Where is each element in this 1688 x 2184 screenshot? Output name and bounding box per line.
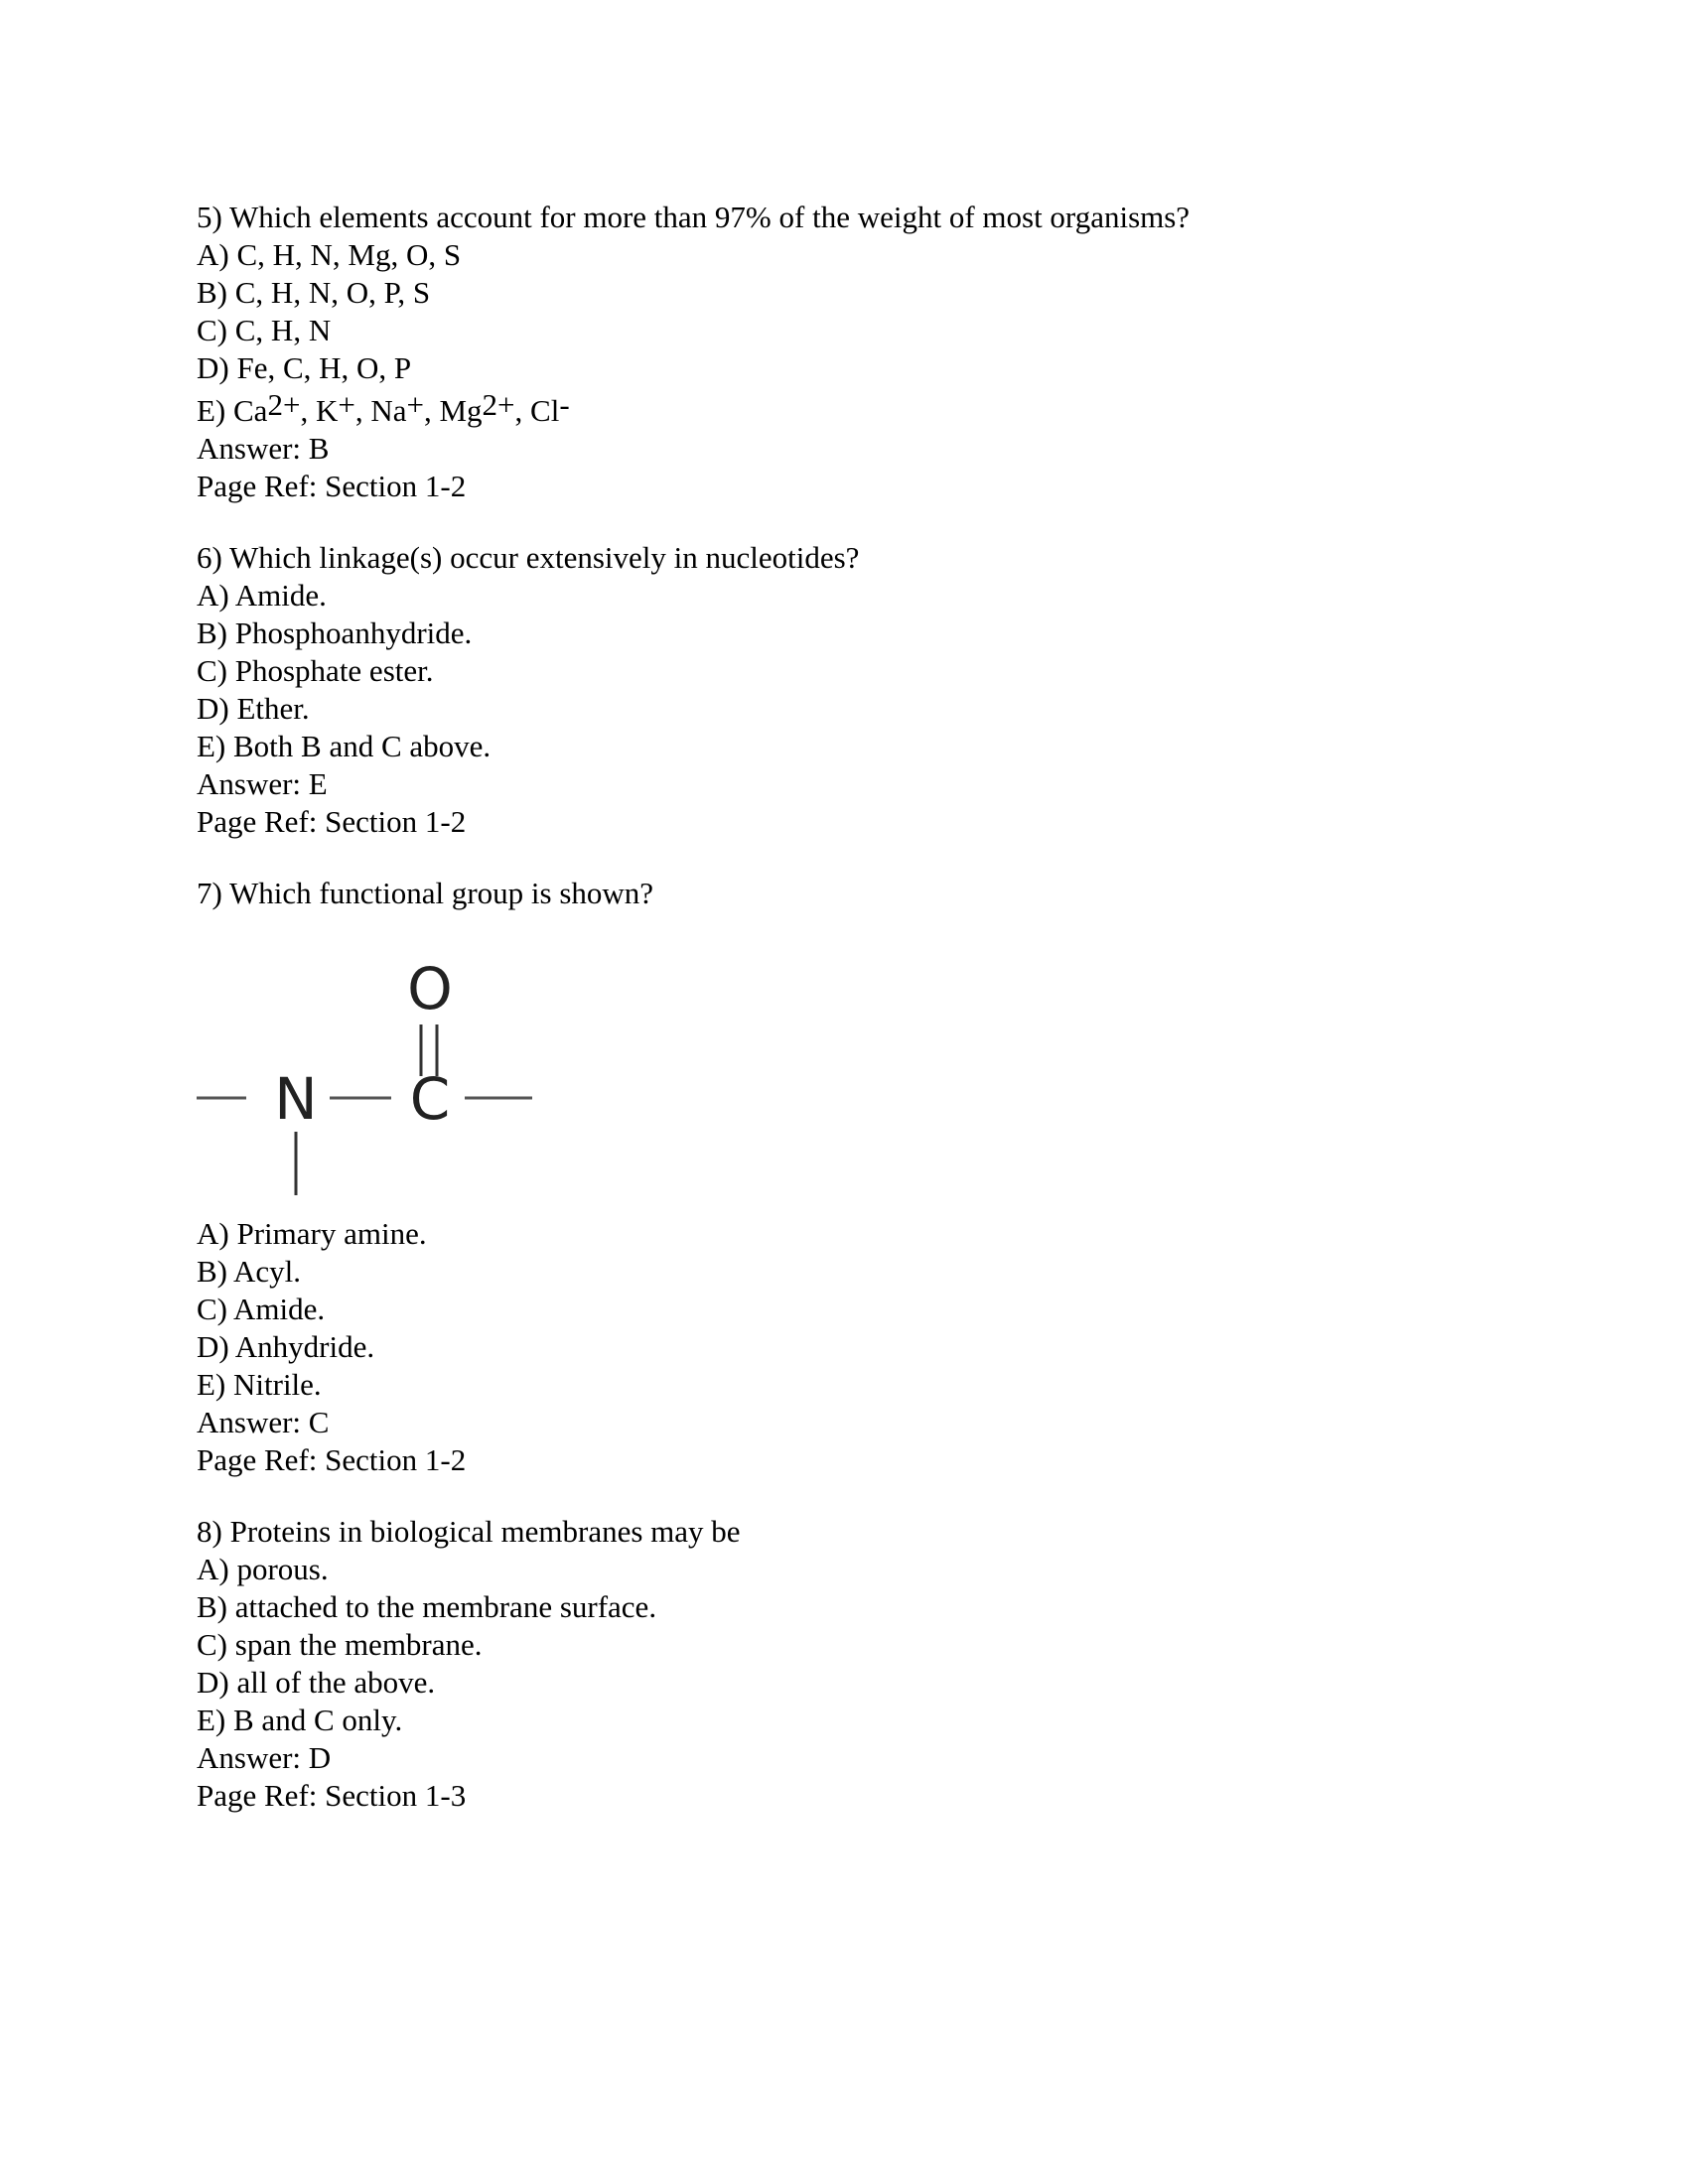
question-5-page-ref: Page Ref: Section 1-2 <box>197 469 467 503</box>
question-8-page-ref: Page Ref: Section 1-3 <box>197 1778 467 1813</box>
question-5-answer: Answer: B <box>197 431 330 466</box>
question-6-answer: Answer: E <box>197 766 328 801</box>
carbon-atom-label: C <box>409 1065 451 1133</box>
question-8-stem: 8) Proteins in biological membranes may be <box>197 1514 741 1549</box>
question-6-option-d: D) Ether. <box>197 691 310 726</box>
question-7-option-d: D) Anhydride. <box>197 1329 375 1364</box>
option-e-prefix: E) Ca <box>197 393 268 428</box>
ion-separator: , Mg <box>423 393 483 428</box>
ion-charge: 2+ <box>267 387 301 422</box>
question-6-stem: 6) Which linkage(s) occur extensively in nucleotides? <box>197 540 860 575</box>
question-5-stem: 5) Which elements account for more than 97% of the weight of most organisms? <box>197 200 1191 234</box>
question-7-option-a: A) Primary amine. <box>197 1216 427 1251</box>
question-8-option-a: A) porous. <box>197 1552 329 1586</box>
question-6-page-ref: Page Ref: Section 1-2 <box>197 804 467 839</box>
question-6-option-c: C) Phosphate ester. <box>197 653 434 688</box>
question-5-option-c: C) C, H, N <box>197 313 332 347</box>
ion-separator: , Cl <box>514 393 560 428</box>
ion-charge: - <box>559 387 570 422</box>
question-8-option-c: C) span the membrane. <box>197 1627 483 1662</box>
question-5-option-e <box>197 387 570 430</box>
question-8-answer: Answer: D <box>197 1740 332 1775</box>
ion-separator: , Na <box>354 393 407 428</box>
question-6-option-b: B) Phosphoanhydride. <box>197 615 473 650</box>
question-7-page-ref: Page Ref: Section 1-2 <box>197 1442 467 1477</box>
question-7-option-c: C) Amide. <box>197 1292 326 1326</box>
question-8-option-e: E) B and C only. <box>197 1703 403 1737</box>
amide-structure-diagram <box>195 933 542 1211</box>
nitrogen-atom-label: N <box>274 1065 318 1133</box>
question-7-option-b: B) Acyl. <box>197 1254 302 1289</box>
ion-charge: + <box>406 387 424 422</box>
question-7-stem: 7) Which functional group is shown? <box>197 876 654 910</box>
question-8-option-b: B) attached to the membrane surface. <box>197 1589 657 1624</box>
question-8-option-d: D) all of the above. <box>197 1665 436 1700</box>
question-5-option-b: B) C, H, N, O, P, S <box>197 275 431 310</box>
ion-charge: + <box>338 387 355 422</box>
ion-separator: , K <box>300 393 339 428</box>
ion-charge: 2+ <box>482 387 515 422</box>
question-7-option-e: E) Nitrile. <box>197 1367 322 1402</box>
question-6-option-e: E) Both B and C above. <box>197 729 492 763</box>
question-5-option-a: A) C, H, N, Mg, O, S <box>197 237 462 272</box>
oxygen-atom-label: O <box>407 955 453 1023</box>
question-6-option-a: A) Amide. <box>197 578 327 613</box>
question-7-answer: Answer: C <box>197 1405 330 1439</box>
question-5-option-d: D) Fe, C, H, O, P <box>197 350 412 385</box>
